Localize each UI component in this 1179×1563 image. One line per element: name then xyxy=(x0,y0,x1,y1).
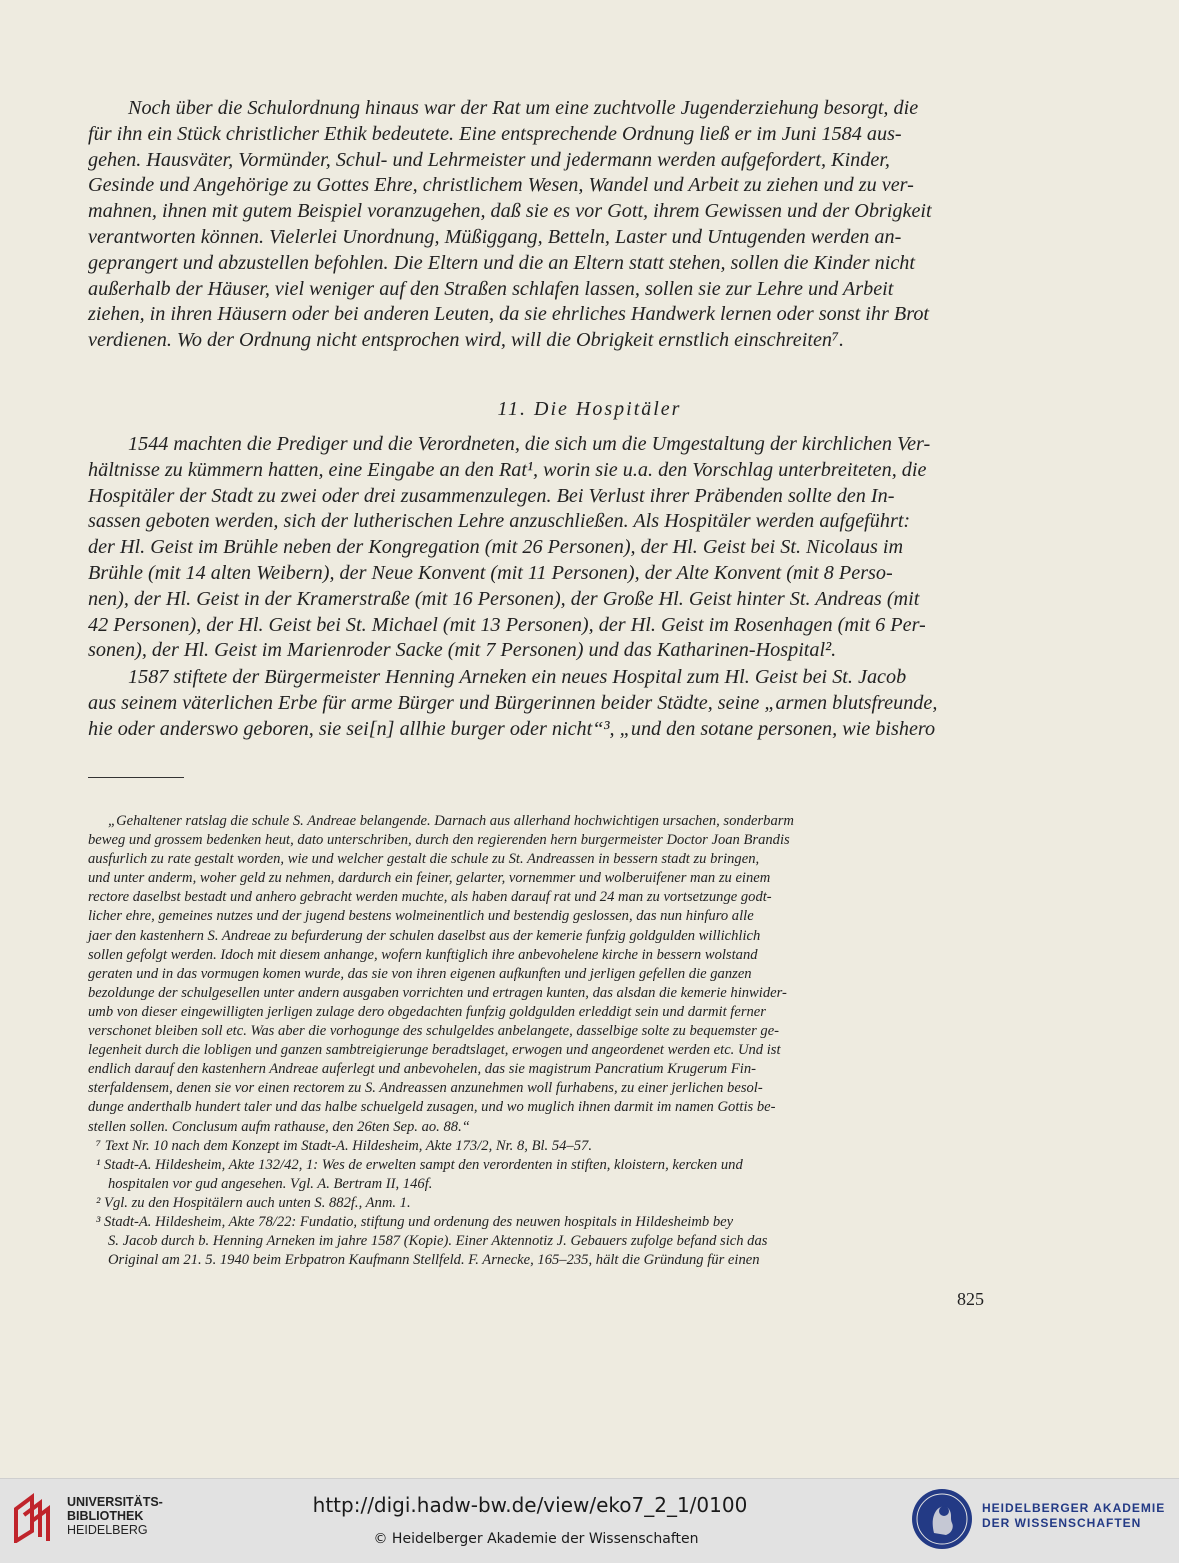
academy-name-line: HEIDELBERGER AKADEMIE xyxy=(982,1501,1166,1515)
text-line: Hospitäler der Stadt zu zwei oder drei zusammenzulegen. Bei Verlust ihrer Präbenden sollte den In- xyxy=(88,484,895,507)
text-line: ziehen, in ihren Häusern oder bei anderen Leuten, da sie ehrliches Handwerk lernen oder sonst ihr Brot xyxy=(88,303,930,326)
text-line: gehen. Hausväter, Vormünder, Schul- und Lehrmeister und jedermann werden aufgefordert, Kinder, xyxy=(88,148,890,171)
text-line: 42 Personen), der Hl. Geist bei St. Michael (mit 13 Personen), der Hl. Geist im Rosenhagen (mit 6 Per- xyxy=(88,613,926,636)
academy-name-line: DER WISSENSCHAFTEN xyxy=(982,1516,1142,1530)
footnote-line: bezoldunge der schulgesellen unter andern ausgaben vorrichten und ertragen kunten, das alsdan die kemerie hinwider- xyxy=(88,984,787,1001)
footnote-line: stellen sollen. Conclusum aufm rathause, den 26ten Sep. ao. 88.“ xyxy=(88,1118,470,1135)
paragraph-arneken xyxy=(88,665,980,742)
footnote-line: hospitalen vor gud angesehen. Vgl. A. Bertram II, 146f. xyxy=(108,1175,433,1192)
copyright-notice: © Heidelberger Akademie der Wissenschaften xyxy=(373,1531,699,1547)
text-line: außerhalb der Häuser, viel weniger auf den Straßen schlafen lassen, sollen sie zur Lehre und Arbeit xyxy=(88,277,894,300)
footnote-line: endlich darauf den kastenhern Andreae auferlegt und anbevohelen, das sie magistrum Pancratium Krugerum Fin- xyxy=(88,1061,756,1078)
page-number: 825 xyxy=(957,1289,984,1309)
text-line: geprangert und abzustellen befohlen. Die Eltern und die an Eltern statt stehen, sollen die Kinder nicht xyxy=(88,251,916,274)
text-line: 1544 machten die Prediger und die Verordneten, die sich um die Umgestaltung der kirchlichen Ver- xyxy=(128,433,931,455)
academy-seal-icon[interactable] xyxy=(910,1487,974,1551)
footnote-line: ³ Stadt-A. Hildesheim, Akte 78/22: Fundatio, stiftung und ordenung des neuwen hospitals in Hildesheimb bey xyxy=(96,1213,734,1230)
viewer-footer xyxy=(0,1478,1179,1563)
academy-name[interactable] xyxy=(982,1501,1165,1531)
text-line: Brühle (mit 14 alten Weibern), der Neue Konvent (mit 11 Personen), der Alte Konvent (mit 8 Perso- xyxy=(88,561,893,584)
text-line: verantworten können. Vielerlei Unordnung, Müßiggang, Betteln, Laster und Untugenden werden an- xyxy=(88,225,902,248)
university-library-logo-icon[interactable] xyxy=(12,1491,60,1543)
footnote-line: S. Jacob durch b. Henning Arneken im jahre 1587 (Kopie). Einer Aktennotiz J. Gebauers zufolge befand sich das xyxy=(108,1233,768,1250)
text-line: Noch über die Schulordnung hinaus war der Rat um eine zuchtvolle Jugenderziehung besorgt, die xyxy=(128,97,919,119)
footnote-line: dunge anderthalb hundert taler und das halbe schuelgeld zusagen, und wo muglich ihnen darmit im namen Gottis be- xyxy=(88,1099,776,1116)
footnote-line: sollen gefolgt werden. Idoch mit diesem anhange, wofern kunftiglich ihre anbevohelene kirche in bessern wolstand xyxy=(88,946,758,963)
text-line: sassen geboten werden, sich der lutherischen Lehre anzuschließen. Als Hospitäler werden aufgeführt: xyxy=(88,510,911,533)
library-name-line: UNIVERSITÄTS- xyxy=(67,1495,163,1509)
footnote-line: licher ehre, gemeines nutzes und der jugend bestens wolmeinentlich und bestendig geslossen, das nun hinfuro alle xyxy=(88,908,754,925)
footnote-separator xyxy=(88,777,184,778)
footnote-line: rectore daselbst bestadt und anhero gebracht werden muchte, als haben darauf rat und 24 man zu vortsetzunge godt- xyxy=(88,889,772,906)
footnote-line: jaer den kastenhern S. Andreae zu befurderung der schulen daselbst aus der kemerie funfzig goldgulden willichlich xyxy=(88,927,761,944)
text-line: nen), der Hl. Geist in der Kramerstraße (mit 16 Personen), der Große Hl. Geist hinter St. Andreas (mit xyxy=(88,587,920,610)
footnote-line: ² Vgl. zu den Hospitälern auch unten S. 882f., Anm. 1. xyxy=(96,1194,411,1211)
text-line: hältnisse zu kümmern hatten, eine Eingabe an den Rat¹, worin sie u.a. den Vorschlag unterbreiteten, die xyxy=(88,458,927,481)
footnote-line: und unter anderm, woher geld zu nehmen, dardurch ein feiner, gelarter, vornemmer und wolberuifener man zu einem xyxy=(88,870,771,887)
text-line: 1587 stiftete der Bürgermeister Henning Arneken ein neues Hospital zum Hl. Geist bei St. Jacob xyxy=(128,666,907,688)
footnote-line: „Gehaltener ratslag die schule S. Andreae belangende. Darnach aus allerhand hochwichtigen ursachen, sonderbarm xyxy=(108,813,794,829)
footnote-line: legenheit durch die lobligen und ganzen sambtreigierunge beradtslaget, erwogen und angeordenet werden etc. Und ist xyxy=(88,1042,781,1059)
text-line: aus seinem väterlichen Erbe für arme Bürger und Bürgerinnen beider Städte, seine „armen blutsfreunde, xyxy=(88,691,938,714)
text-line: hie oder anderswo geboren, sie sei[n] allhie burger oder nicht“³, „und den sotane personen, wie bishero xyxy=(88,717,936,740)
library-name[interactable] xyxy=(67,1495,163,1537)
permalink-url[interactable]: http://digi.hadw-bw.de/view/eko7_2_1/0100 xyxy=(312,1493,748,1517)
footnote-line: beweg und grossem bedenken heut, dato unterschriben, durch den regierenden hern burgermeister Doctor Joan Brandis xyxy=(88,832,790,849)
library-name-line: BIBLIOTHEK xyxy=(67,1509,144,1523)
text-line: für ihn ein Stück christlicher Ethik bedeutete. Eine entsprechende Ordnung ließ er im Juni 1584 aus- xyxy=(88,122,902,145)
footnote-line: ausfurlich zu rate gestalt worden, wie und welcher gestalt die schule zu St. Andreassen in bessern stadt zu bringen, xyxy=(88,851,760,868)
text-line: Gesinde und Angehörige zu Gottes Ehre, christlichem Wesen, Wandel und Arbeit zu ziehen und zu ver- xyxy=(88,174,914,197)
text-line: verdienen. Wo der Ordnung nicht entsprochen wird, will die Obrigkeit ernstlich einschreiten⁷. xyxy=(88,329,845,352)
footnote-line: verschonet bleiben soll etc. Was aber die vorhogunge des schulgeldes anbelangete, dasselbige solte zu bequemster ge- xyxy=(88,1023,780,1040)
footnote-line: ⁷ Text Nr. 10 nach dem Konzept im Stadt-A. Hildesheim, Akte 173/2, Nr. 8, Bl. 54–57. xyxy=(96,1137,592,1154)
footnote-line: Original am 21. 5. 1940 beim Erbpatron Kaufmann Stellfeld. F. Arnecke, 165–235, hält die Gründung für einen xyxy=(108,1252,760,1269)
footnote-line: sterfaldensem, denen sie vor einen rectorem zu S. Andreassen anzunehmen woll furhabens, zu einer jerlichen besol- xyxy=(88,1080,763,1097)
text-line: der Hl. Geist im Brühle neben der Kongregation (mit 26 Personen), der Hl. Geist bei St. Nicolaus im xyxy=(88,536,904,559)
text-line: mahnen, ihnen mit gutem Beispiel voranzugehen, daß sie es vor Gott, ihrem Gewissen und der Obrigkeit xyxy=(88,200,932,223)
footnote-line: geraten und in das vormugen komen wurde, das sie von ihren eigenen aufkunften und jerligen gefellen die ganzen xyxy=(88,965,752,982)
section-heading: 11. Die Hospitäler xyxy=(497,398,682,420)
library-name-line: HEIDELBERG xyxy=(67,1523,148,1537)
paragraph-hospitaeler xyxy=(88,432,980,664)
text-line: sonen), der Hl. Geist im Marienroder Sacke (mit 7 Personen) und das Katharinen-Hospital². xyxy=(88,639,837,662)
paragraph-schulordnung xyxy=(88,96,980,354)
footnotes xyxy=(88,812,980,1270)
footnote-line: umb von dieser eingewilligten jerligen zulage dero obgedachten funfzig goldgulden erleddigt sein und darmit ferner xyxy=(88,1003,766,1020)
footnote-line: ¹ Stadt-A. Hildesheim, Akte 132/42, 1: Wes de erwelten sampt den verordenten in stiften, kloistern, kercken und xyxy=(96,1156,743,1173)
